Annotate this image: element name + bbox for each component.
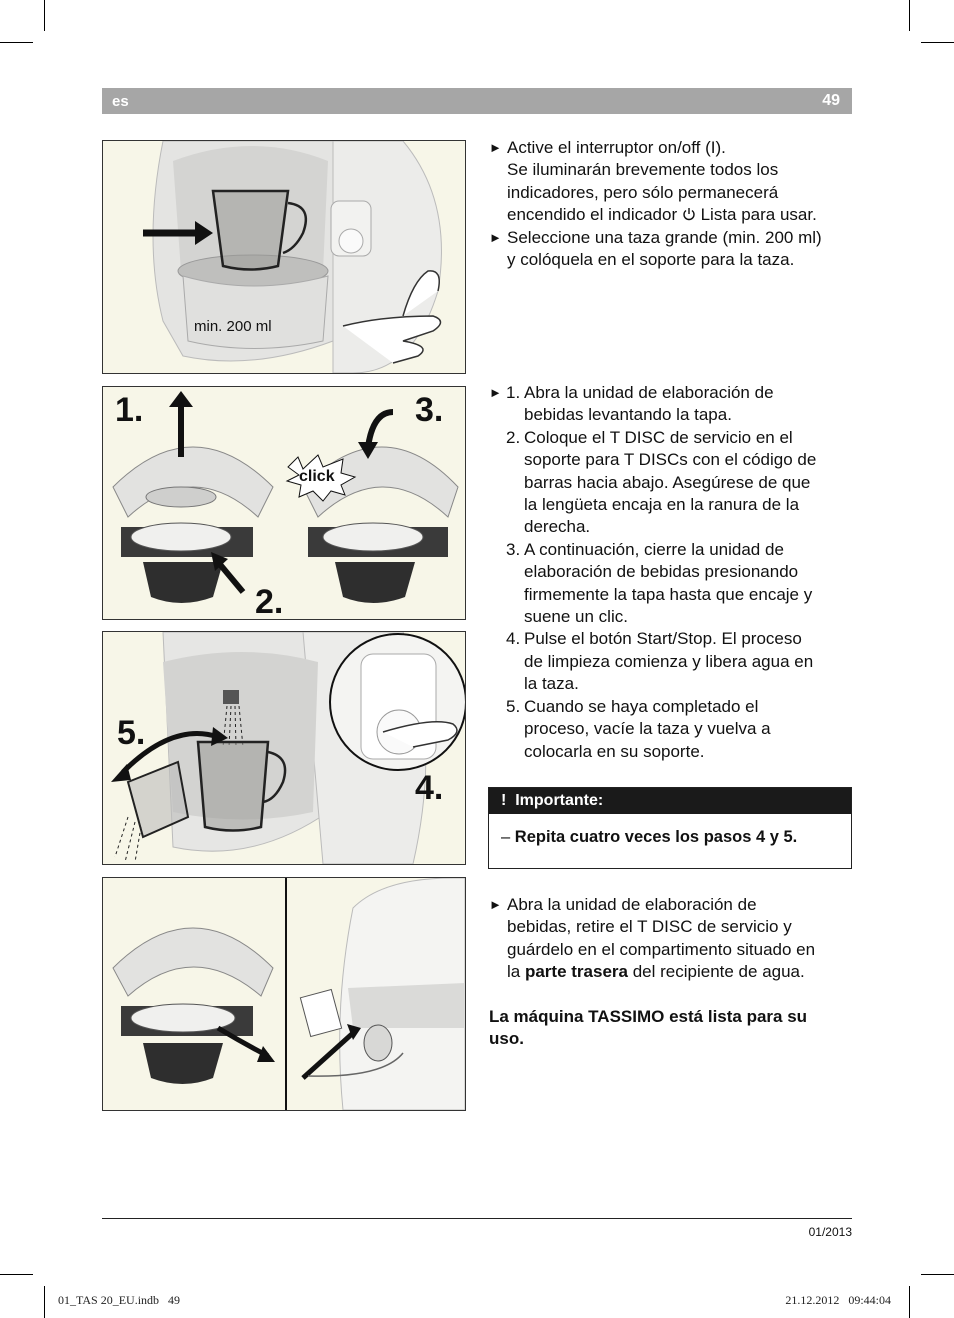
step-item	[489, 539, 859, 629]
machine-cup-illustration	[103, 141, 465, 373]
arrow-right-icon: ►	[489, 229, 502, 245]
text-line: Active el interruptor on/off (I).	[507, 138, 726, 157]
text-line: derecha.	[524, 517, 591, 537]
brewing-unit-illustration	[103, 387, 465, 619]
text-line: Coloque el T DISC de servicio en el	[524, 427, 793, 447]
text-line: la taza.	[524, 674, 579, 694]
arrow-right-icon: ►	[489, 385, 502, 400]
language-code: es	[112, 93, 129, 110]
page-header-bar	[102, 88, 852, 114]
important-notice	[488, 787, 852, 869]
step-number-1: 1.	[115, 391, 144, 429]
text-line: Abra la unidad de elaboración de	[524, 383, 774, 402]
text-fragment: encendido el indicador	[507, 205, 678, 225]
text-line: Pulse el botón Start/Stop. El proceso	[524, 629, 802, 649]
footer-rule	[102, 1218, 852, 1219]
text-line: Se iluminarán brevemente todos los	[507, 160, 779, 180]
text-line: barras hacia abajo. Asegúrese de que	[524, 472, 811, 492]
important-text: Repita cuatro veces los pasos 4 y 5.	[514, 828, 798, 846]
arrow-right-icon: ►	[489, 897, 502, 912]
text-line	[507, 204, 859, 226]
ready-message	[489, 1006, 859, 1051]
power-icon	[682, 207, 696, 221]
crop-mark	[909, 1286, 910, 1318]
text-line: uso.	[489, 1029, 524, 1049]
text-line: La máquina TASSIMO está lista para su	[489, 1006, 808, 1026]
text-line: bebidas levantando la tapa.	[524, 405, 732, 425]
text-line: soporte para T DISCs con el código de	[524, 450, 817, 470]
store-tdisc-illustration	[103, 878, 465, 1110]
cleaning-steps-list	[489, 382, 859, 763]
crop-mark	[0, 42, 33, 43]
text-line: la lengüeta encaja en la ranura de la	[524, 495, 800, 515]
step-item	[489, 696, 859, 763]
cleaning-cycle-illustration	[103, 632, 465, 864]
step-number-2: 2.	[255, 583, 284, 620]
crop-mark	[44, 1286, 45, 1318]
text-line: A continuación, cierre la unidad de	[524, 539, 784, 559]
important-title: Importante:	[515, 792, 604, 809]
step-number-4: 4.	[415, 769, 444, 807]
text-line: suene un clic.	[524, 607, 628, 627]
text-line: elaboración de bebidas presionando	[524, 562, 799, 582]
crop-mark	[909, 0, 910, 31]
bullet-item	[489, 227, 859, 272]
step-number-5: 5.	[117, 714, 146, 752]
crop-mark	[0, 1274, 33, 1275]
exclamation-icon: !	[501, 792, 507, 809]
crop-mark	[921, 42, 954, 43]
crop-mark	[44, 0, 45, 31]
text-line: proceso, vacíe la taza y vuelva a	[524, 719, 771, 739]
step-number: 1.	[506, 383, 521, 402]
figure-cup-placement	[102, 140, 466, 374]
text-line: firmemente la tapa hasta que encaje y	[524, 584, 813, 604]
print-slug-left: 01_TAS 20_EU.indb 49	[58, 1293, 181, 1307]
bullet-item	[489, 894, 859, 984]
step-item	[489, 427, 859, 539]
text-line: Cuando se haya completado el	[524, 696, 759, 716]
text-fragment: del recipiente de agua.	[632, 962, 805, 982]
text-fragment-bold: parte trasera	[524, 962, 628, 982]
important-body	[501, 828, 797, 847]
step-number: 2.	[506, 427, 521, 447]
crop-mark	[921, 1274, 954, 1275]
text-line: colocarla en su soporte.	[524, 741, 705, 761]
section3-instructions	[489, 894, 859, 1050]
text-line: Seleccione una taza grande (min. 200 ml)	[507, 227, 822, 247]
text-line: guárdelo en el compartimento situado en	[507, 939, 816, 959]
step-number: 3.	[506, 539, 521, 559]
cup-min-volume-label: min. 200 ml	[194, 318, 272, 335]
text-line: indicadores, pero sólo permanecerá	[507, 182, 779, 202]
step-number: 4.	[506, 629, 521, 649]
footer-date: 01/2013	[808, 1225, 852, 1239]
bullet-item	[489, 137, 859, 227]
arrow-right-icon: ►	[489, 140, 502, 155]
text-line: Abra la unidad de elaboración de	[507, 895, 757, 914]
figure-store-tdisc	[102, 877, 466, 1111]
step-number-3: 3.	[415, 391, 444, 429]
click-label: click	[299, 468, 335, 485]
print-slug-right: 21.12.2012 09:44:04	[785, 1293, 891, 1307]
step-number: 5.	[506, 696, 521, 716]
page-number: 49	[822, 92, 840, 109]
step-item	[489, 628, 859, 695]
text-fragment: la	[507, 962, 521, 982]
text-line	[507, 961, 859, 983]
step-item	[489, 382, 859, 427]
text-fragment: Lista para usar.	[700, 205, 817, 225]
dash-bullet: –	[501, 828, 511, 846]
figure-brewing-unit-steps	[102, 386, 466, 620]
section1-instructions	[489, 137, 859, 271]
text-line: bebidas, retire el T DISC de servicio y	[507, 917, 792, 937]
text-line: y colóquela en el soporte para la taza.	[507, 250, 795, 270]
important-header	[489, 788, 851, 814]
text-line: de limpieza comienza y libera agua en	[524, 651, 814, 671]
figure-cleaning-cycle	[102, 631, 466, 865]
